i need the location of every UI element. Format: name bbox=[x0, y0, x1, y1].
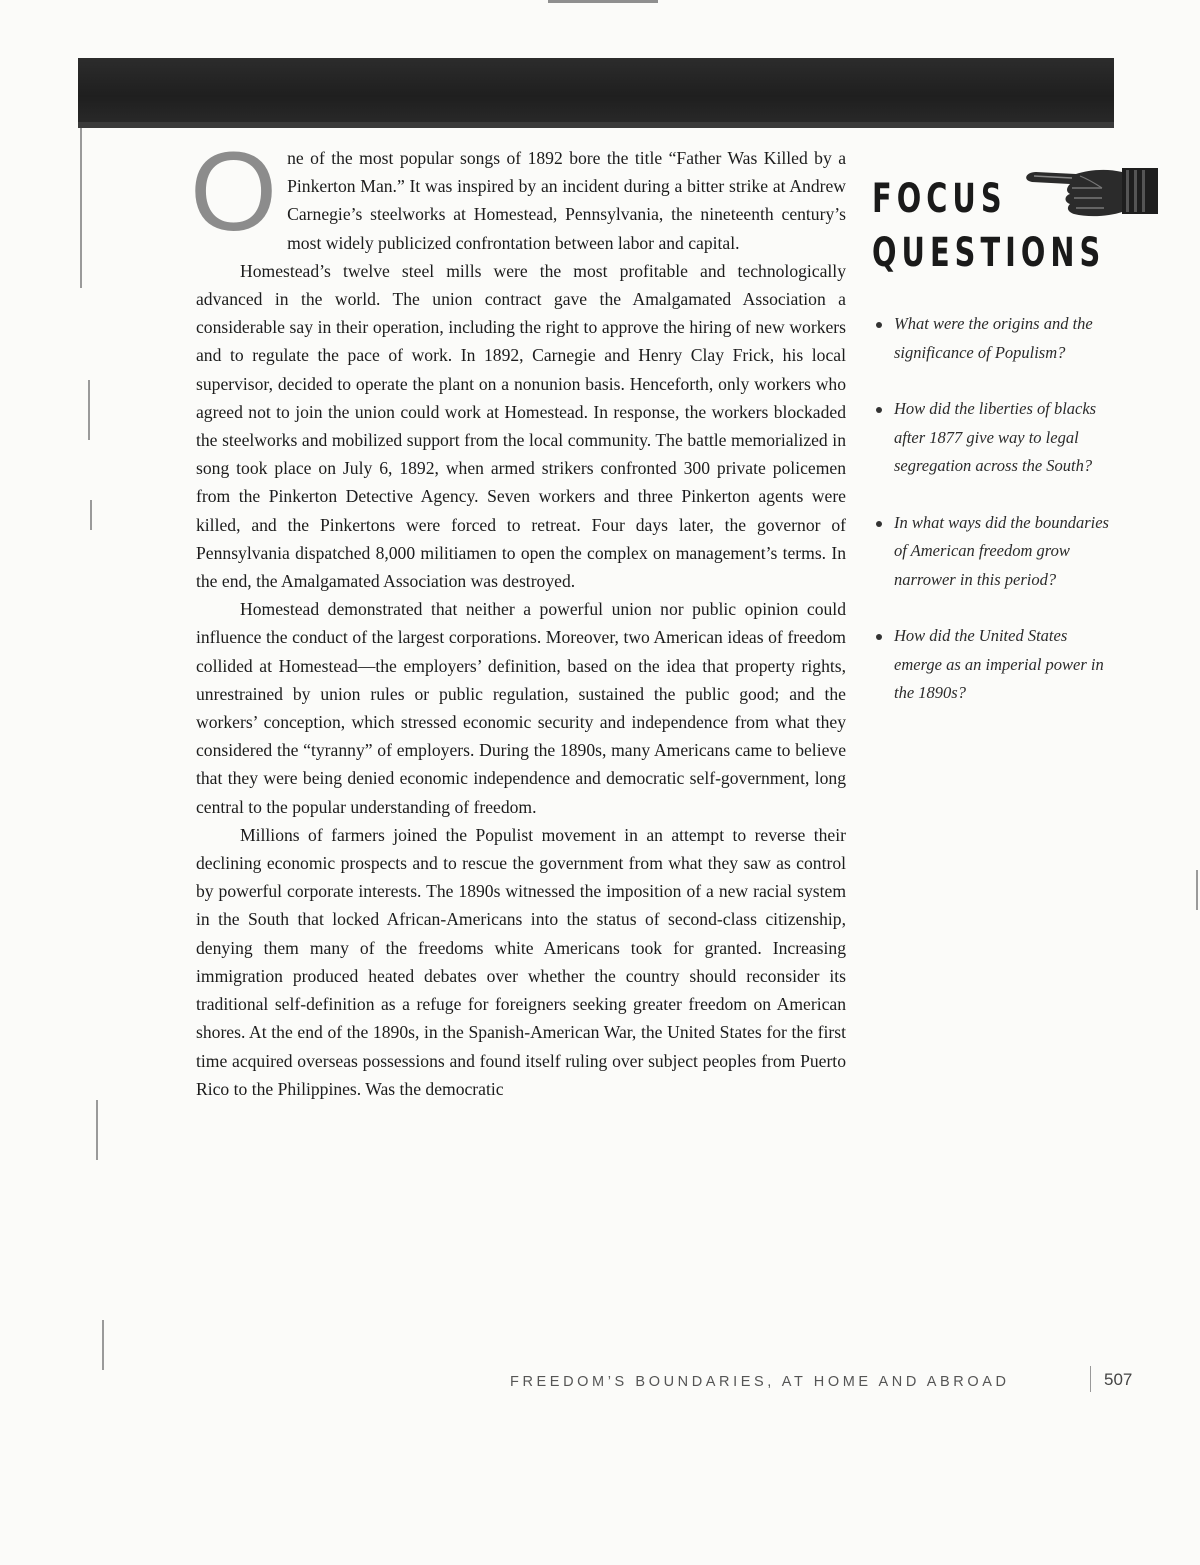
scan-artifact-right bbox=[1196, 870, 1198, 910]
focus-question-item: What were the origins and the significance of Populism? bbox=[872, 310, 1112, 367]
paragraph-3: Homestead demonstrated that neither a powerful union nor public opinion could influence the conduct of the largest corporations. Moreover, two American ideas of freedom collided at Homestead—the employers’ definition, based on the idea that property rights, unrestrained by union rules or public regulation, sustained the public good; and the workers’ conception, which stressed economic security and independence from what they considered the “tyranny” of employers. During the 1890s, many Americans came to believe that they were being denied economic independence and democratic self-government, long central to the popular understanding of freedom. bbox=[196, 599, 846, 817]
pointing-hand-icon bbox=[1010, 158, 1160, 224]
page-number: 507 bbox=[1104, 1370, 1133, 1389]
scan-artifact-left bbox=[80, 128, 82, 288]
paragraph-2: Homestead’s twelve steel mills were the most profitable and technologically advanced in the world. The union contract gave the Amalgamated Association a considerable say in their operation, including the right to approve the hiring of new workers and to regulate the pace of work. In 1892, Carnegie and Henry Clay Frick, his local supervisor, decided to operate the plant on a nonunion basis. Henceforth, only workers who agreed not to join the union could work at Homestead. In response, the workers blockaded the steelworks and mobilized support from the local community. The battle memorialized in song took place on July 6, 1892, when armed strikers confronted 300 private policemen from the Pinkerton Detective Agency. Seven workers and three Pinkerton agents were killed, and the Pinkertons were forced to retreat. Four days later, the governor of Pennsylvania dispatched 8,000 militiamen to open the complex on management’s terms. In the end, the Amalgamated Association was destroyed. bbox=[196, 260, 846, 592]
focus-title-line-2: QUESTIONS bbox=[872, 230, 1106, 276]
focus-question-item: How did the United States emerge as an imperial power in the 1890s? bbox=[872, 622, 1112, 708]
focus-question-item: In what ways did the boundaries of American freedom grow narrower in this period? bbox=[872, 509, 1112, 595]
focus-questions-list bbox=[872, 310, 1112, 736]
scan-artifact-left bbox=[96, 1100, 98, 1160]
chapter-header-band bbox=[78, 58, 1114, 128]
running-head: FREEDOM’S BOUNDARIES, AT HOME AND ABROAD bbox=[510, 1374, 1010, 1390]
paragraph-1 bbox=[190, 129, 846, 257]
main-body-text bbox=[190, 129, 846, 1103]
scan-artifact-top bbox=[548, 0, 658, 3]
focus-title-line-1: FOCUS bbox=[872, 176, 1007, 222]
paragraph-1-text: ne of the most popular songs of 1892 bore the title “Father Was Killed by a Pinkerton Man.” It was inspired by an incident during a bitter strike at Andrew Carnegie’s steelworks at Homestead, Pennsylvania, the nineteenth century’s most widely publicized confrontation between labor and capital. bbox=[287, 148, 846, 253]
footer-divider bbox=[1090, 1366, 1091, 1392]
paragraph-4: Millions of farmers joined the Populist movement in an attempt to reverse their declining economic prospects and to rescue the government from what they saw as control by powerful corporate interests. The 1890s witnessed the imposition of a new racial system in the South that locked African-Americans into the status of second-class citizenship, denying them many of the freedoms white Americans took for granted. Increasing immigration produced heated debates over whether the country should reconsider its traditional self-definition as a refuge for foreigners seeking greater freedom on American shores. At the end of the 1890s, in the Spanish-American War, the United States for the first time acquired overseas possessions and found itself ruling over subject peoples from Puerto Rico to the Philippines. Was the democratic bbox=[196, 824, 846, 1099]
drop-cap: O bbox=[190, 129, 278, 254]
scan-artifact-left bbox=[88, 380, 90, 440]
scan-artifact-left bbox=[90, 500, 92, 530]
scan-artifact-left bbox=[102, 1320, 104, 1370]
focus-question-item: How did the liberties of blacks after 1877 give way to legal segregation across the South? bbox=[872, 395, 1112, 481]
